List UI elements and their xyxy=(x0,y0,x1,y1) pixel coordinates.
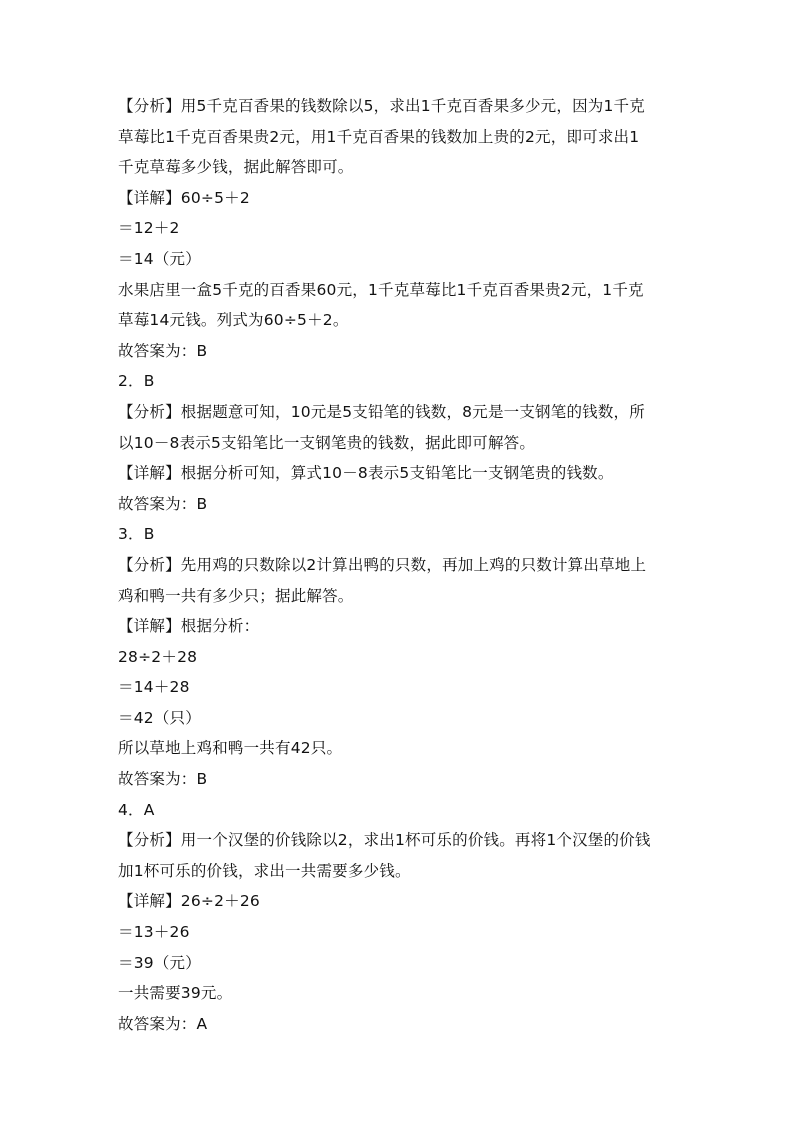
equation-line: ＝14（元） xyxy=(118,249,201,268)
analysis-line: 草莓比1千克百香果贵2元，用1千克百香果的钱数加上贵的2元，即可求出1 xyxy=(118,127,640,146)
equation-line: ＝12＋2 xyxy=(118,219,180,238)
equation-line: ＝39（元） xyxy=(118,953,201,972)
equation-line: 28÷2＋28 xyxy=(118,647,198,666)
explanation-line: 所以草地上鸡和鸭一共有42只。 xyxy=(118,739,343,758)
analysis-line: 鸡和鸭一共有多少只；据此解答。 xyxy=(118,586,354,605)
answer-line: 故答案为：A xyxy=(118,1014,208,1033)
detail-line: 【详解】根据分析可知，算式10－8表示5支铅笔比一支钢笔贵的钱数。 xyxy=(118,464,614,483)
detail-line: 【详解】26÷2＋26 xyxy=(118,892,260,911)
equation-line: ＝14＋28 xyxy=(118,678,190,697)
answer-line: 故答案为：B xyxy=(118,770,208,789)
analysis-line: 【分析】根据题意可知，10元是5支铅笔的钱数，8元是一支钢笔的钱数，所 xyxy=(118,402,645,421)
question-number: 2．B xyxy=(118,372,155,391)
analysis-line: 千克草莓多少钱，据此解答即可。 xyxy=(118,158,354,177)
explanation-line: 水果店里一盒5千克的百香果60元，1千克草莓比1千克百香果贵2元，1千克 xyxy=(118,280,644,299)
question-number: 3．B xyxy=(118,525,155,544)
detail-line: 【详解】60÷5＋2 xyxy=(118,188,250,207)
answer-line: 故答案为：B xyxy=(118,341,208,360)
equation-line: ＝13＋26 xyxy=(118,923,190,942)
explanation-line: 草莓14元钱。列式为60÷5＋2。 xyxy=(118,311,349,330)
question-number: 4．A xyxy=(118,800,155,819)
detail-line: 【详解】根据分析： xyxy=(118,617,260,636)
analysis-line: 【分析】先用鸡的只数除以2计算出鸭的只数，再加上鸡的只数计算出草地上 xyxy=(118,555,647,574)
explanation-line: 一共需要39元。 xyxy=(118,984,233,1003)
analysis-line: 【分析】用一个汉堡的价钱除以2，求出1杯可乐的价钱。再将1个汉堡的价钱 xyxy=(118,831,651,850)
analysis-line: 以10－8表示5支铅笔比一支钢笔贵的钱数，据此即可解答。 xyxy=(118,433,536,452)
answer-line: 故答案为：B xyxy=(118,494,208,513)
answer-text-block xyxy=(118,96,698,1044)
analysis-line: 加1杯可乐的价钱，求出一共需要多少钱。 xyxy=(118,861,411,880)
analysis-line: 【分析】用5千克百香果的钱数除以5，求出1千克百香果多少元，因为1千克 xyxy=(118,97,645,115)
equation-line: ＝42（只） xyxy=(118,708,201,727)
